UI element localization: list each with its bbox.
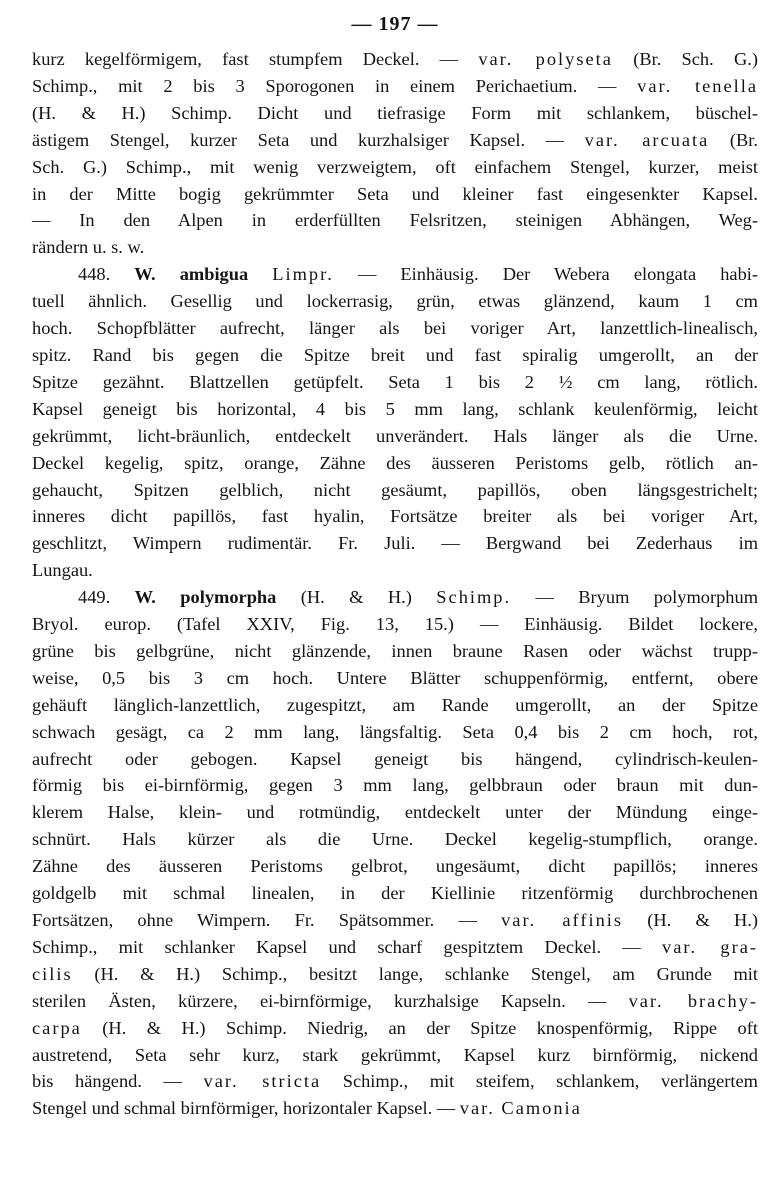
spaced-term: var. Camonia [459,1098,582,1119]
text-run: grüne bis gelbgrüne, nicht glänzende, innen braune Rasen oder wächst trupp- [32,640,758,661]
text-run: gehaucht, Spitzen gelblich, nicht gesäumt, papillös, oben längsgestrichelt; [32,479,758,500]
spaced-term: Schimp. [436,587,512,608]
text-line [32,369,758,396]
text-line [32,799,758,826]
text-line [32,934,758,961]
text-run: gehäuft länglich-lanzettlich, zugespitzt, am Rande umgerollt, an der Spitze [32,694,758,715]
text-line [32,719,758,746]
text-run: aufrecht oder gebogen. Kapsel geneigt bis hängend, cylindrisch-keulen- [32,748,758,769]
text-run: spitz. Rand bis gegen die Spitze breit und fast spiralig umgerollt, an der [32,344,758,365]
text-line [32,826,758,853]
text-run: Fortsätzen, ohne Wimpern. Fr. Spätsommer. — [32,910,502,930]
spaced-term: cilis [32,963,73,984]
species-name: W. polymorpha [134,587,277,608]
text-run: goldgelb mit schmal linealen, in der Kiellinie ritzenförmig durchbrochenen [32,883,758,904]
text-run: — Bryum polymorphum [511,587,758,608]
text-line [32,1095,758,1122]
text-line [32,1015,758,1042]
text-run: klerem Halse, klein- und rotmündig, entdeckelt unter der Mündung einge- [32,802,758,823]
text-line [32,1042,758,1069]
text-run: (H. & H.) [623,910,758,930]
text-run: Deckel kegelig, spitz, orange, Zähne des äusseren Peristoms gelb, rötlich an- [32,452,758,473]
spaced-term: Limpr. [272,264,334,285]
spaced-term: var. polyseta [478,49,613,69]
text-run: bis hängend. — [32,1071,204,1092]
text-line [32,234,758,261]
text-line [32,772,758,799]
text-line [32,665,758,692]
text-run: tuell ähnlich. Gesellig und lockerrasig, grün, etwas glänzend, kaum 1 cm [32,291,758,312]
text-line [32,154,758,181]
spaced-term: var. brachy- [628,990,758,1011]
text-run: (H. & H.) Schimp. Dicht und tiefrasige Form mit schlankem, büschel- [32,102,758,123]
text-line [32,46,758,73]
text-line [32,692,758,719]
text-run: geschlitzt, Wimpern rudimentär. Fr. Juli. — Bergwand bei Zederhaus im [32,533,758,554]
text-run: Bryol. europ. (Tafel XXIV, Fig. 13, 15.) — Einhäusig. Bildet lockere, [32,614,758,635]
text-run: — In den Alpen in erderfüllten Felsritzen, steinigen Abhängen, Weg- [32,210,758,231]
text-line [32,638,758,665]
text-line [32,423,758,450]
text-run: 449. [78,587,135,608]
text-body [32,46,758,1122]
text-run: hoch. Schopfblätter aufrecht, länger als bei voriger Art, lanzettlich-linealisch, [32,318,758,339]
text-run: kurz kegelförmigem, fast stumpfem Deckel. — [32,49,479,69]
text-run: Kapsel geneigt bis horizontal, 4 bis 5 mm lang, schlank keulenförmig, leicht [32,398,758,419]
text-run: weise, 0,5 bis 3 cm hoch. Untere Blätter schuppenförmig, entfernt, obere [32,667,758,688]
text-run: (H. & H.) [276,587,437,608]
spaced-term: var. arcuata [584,129,710,150]
text-line [32,315,758,342]
text-line [32,961,758,988]
spaced-term: var. tenella [637,75,758,96]
text-run: (Br. [709,129,759,150]
text-run: schnürt. Hals kürzer als die Urne. Deckel kegelig-stumpflich, orange. [32,829,758,850]
text-run: (Br. Sch. G.) [612,49,758,69]
text-run: gekrümmt, licht-bräunlich, entdeckelt unverändert. Hals länger als die Urne. [32,425,758,446]
text-line [32,1068,758,1095]
text-line [32,181,758,208]
text-line [32,611,758,638]
text-run: Sch. G.) Schimp., mit wenig verzweigtem, oft einfachem Stengel, kurzer, meist [32,156,758,177]
text-line [32,100,758,127]
text-line [32,880,758,907]
text-run: inneres dicht papillös, fast hyalin, Fortsätze breiter als bei voriger Art, [32,506,758,527]
text-run: 448. [78,264,135,285]
text-line [32,988,758,1015]
text-line [32,261,758,288]
text-run: in der Mitte bogig gekrümmter Seta und kleiner fast eingesenkter Kapsel. [32,183,758,204]
page-number: — 197 — [351,13,439,35]
text-line [32,477,758,504]
text-line [32,288,758,315]
text-run: (H. & H.) Schimp. Niedrig, an der Spitze knospenförmig, Rippe oft [81,1017,758,1038]
text-run: austretend, Seta sehr kurz, stark gekrümmt, Kapsel kurz birnförmig, nickend [32,1044,758,1065]
text-run: rändern u. s. w. [32,237,145,258]
text-line [32,73,758,100]
spaced-term: var. affinis [501,910,624,930]
spaced-term: var. gra- [662,936,758,957]
text-line [32,584,758,611]
text-run: (H. & H.) Schimp., besitzt lange, schlanke Stengel, am Grunde mit [72,963,758,984]
text-line [32,557,758,584]
text-run: ästigem Stengel, kurzer Seta und kurzhalsiger Kapsel. — [32,129,585,150]
species-name: W. ambigua [134,264,249,285]
text-run: Schimp., mit schlanker Kapsel und scharf gespitztem Deckel. — [32,936,663,957]
text-line [32,503,758,530]
text-line [32,907,758,934]
text-run: — Einhäusig. Der Webera elongata habi- [333,264,758,285]
text-run: Zähne des äusseren Peristoms gelbrot, ungesäumt, dicht papillös; inneres [32,856,758,877]
spaced-term: carpa [32,1017,82,1038]
text-run: Schimp., mit 2 bis 3 Sporogonen in einem Perichaetium. — [32,75,638,96]
spaced-term: var. stricta [203,1071,322,1092]
text-run: förmig bis ei-birnförmig, gegen 3 mm lang, gelbbraun oder braun mit dun- [32,775,758,796]
text-line [32,396,758,423]
text-line [32,342,758,369]
text-run: Schimp., mit steifem, schlankem, verlängertem [321,1071,758,1092]
text-line [32,530,758,557]
text-run: sterilen Ästen, kürzere, ei-birnförmige, kurzhalsige Kapseln. — [32,990,629,1011]
text-run: Stengel und schmal birnförmiger, horizontaler Kapsel. — [32,1098,460,1119]
text-line [32,853,758,880]
text-run: Lungau. [32,560,93,581]
text-run: schwach gesägt, ca 2 mm lang, längsfaltig. Seta 0,4 bis 2 cm hoch, rot, [32,721,758,742]
text-line [32,450,758,477]
text-line [32,207,758,234]
text-run [248,264,272,284]
text-line [32,746,758,773]
text-run: Spitze gezähnt. Blattzellen getüpfelt. Seta 1 bis 2 ½ cm lang, rötlich. [32,371,758,392]
text-line [32,127,758,154]
